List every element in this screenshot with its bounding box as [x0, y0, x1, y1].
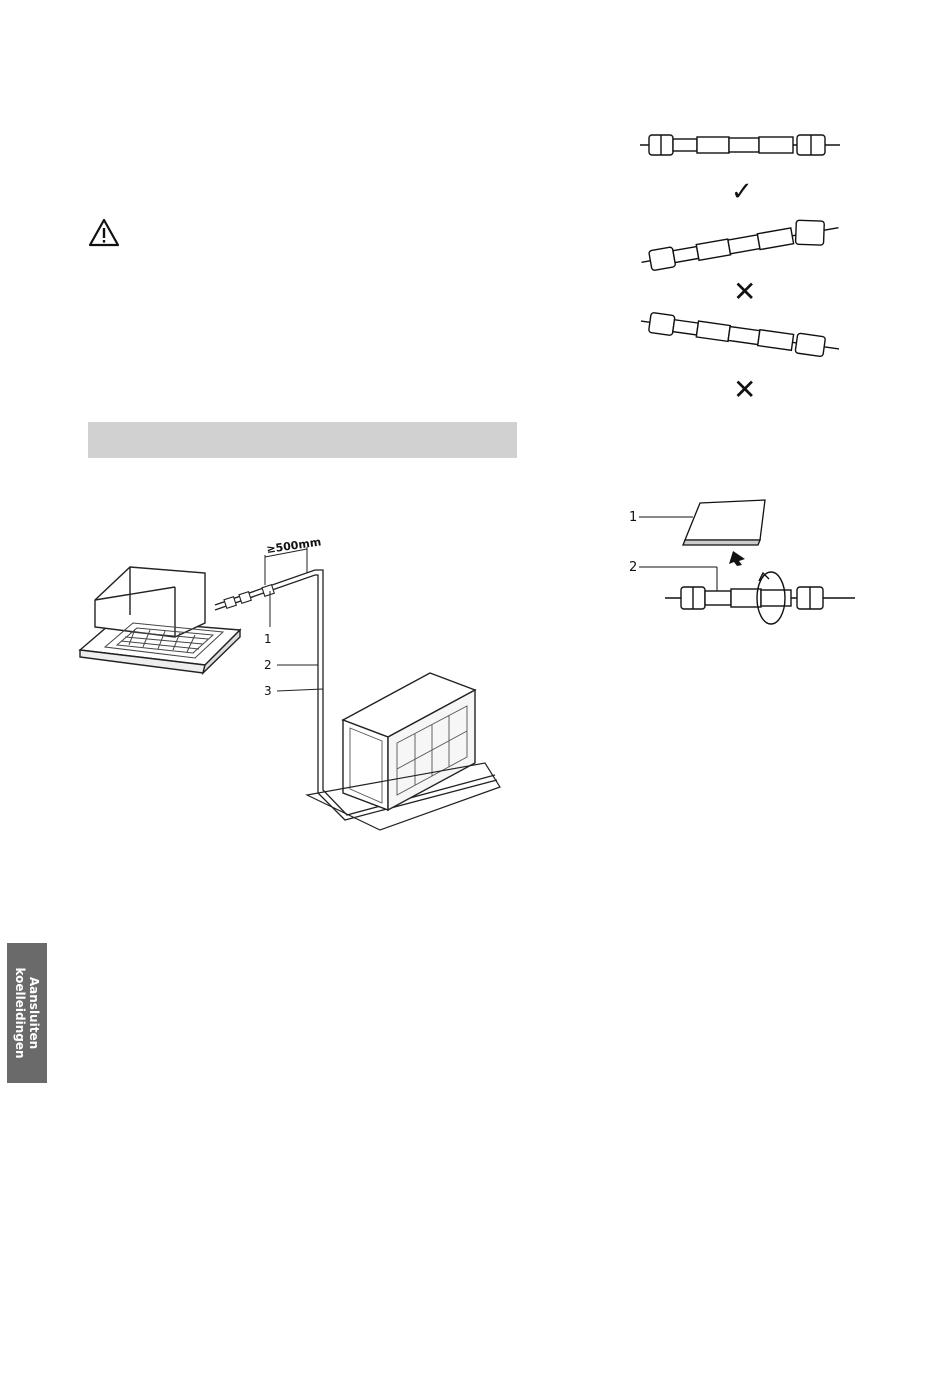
- flare-connection-diagram: [625, 495, 860, 625]
- pipe-connection: [224, 585, 274, 609]
- bent-pipe-1: [639, 213, 841, 277]
- distance-label: ≥500mm: [265, 535, 322, 556]
- indoor-cassette-unit: [80, 567, 240, 673]
- side-tab-line-1: Aansluiten: [27, 976, 41, 1050]
- cross-icon: ✕: [733, 373, 757, 405]
- installation-diagram: [75, 525, 515, 845]
- tool-sheet: [683, 500, 765, 545]
- flare-pipe: [665, 587, 855, 609]
- callout-1: 1: [264, 632, 272, 646]
- arrow-icon: [729, 551, 745, 566]
- callout-2: 2: [264, 658, 272, 672]
- section-side-tab: [7, 943, 47, 1083]
- callout-3: 3: [264, 684, 272, 698]
- outdoor-unit: [343, 673, 475, 810]
- side-tab-line-2: koelleidingen: [13, 967, 27, 1059]
- bent-pipe-2: [640, 311, 841, 359]
- section-heading-bar: [88, 422, 517, 458]
- warning-triangle-icon: [88, 218, 120, 248]
- check-icon: ✓: [731, 177, 753, 207]
- straight-pipe: [640, 135, 840, 155]
- flare-callout-2: 2: [629, 560, 638, 575]
- flare-callout-1: 1: [629, 510, 638, 525]
- pipe-alignment-diagrams: [635, 125, 845, 405]
- cross-icon: ✕: [733, 275, 757, 308]
